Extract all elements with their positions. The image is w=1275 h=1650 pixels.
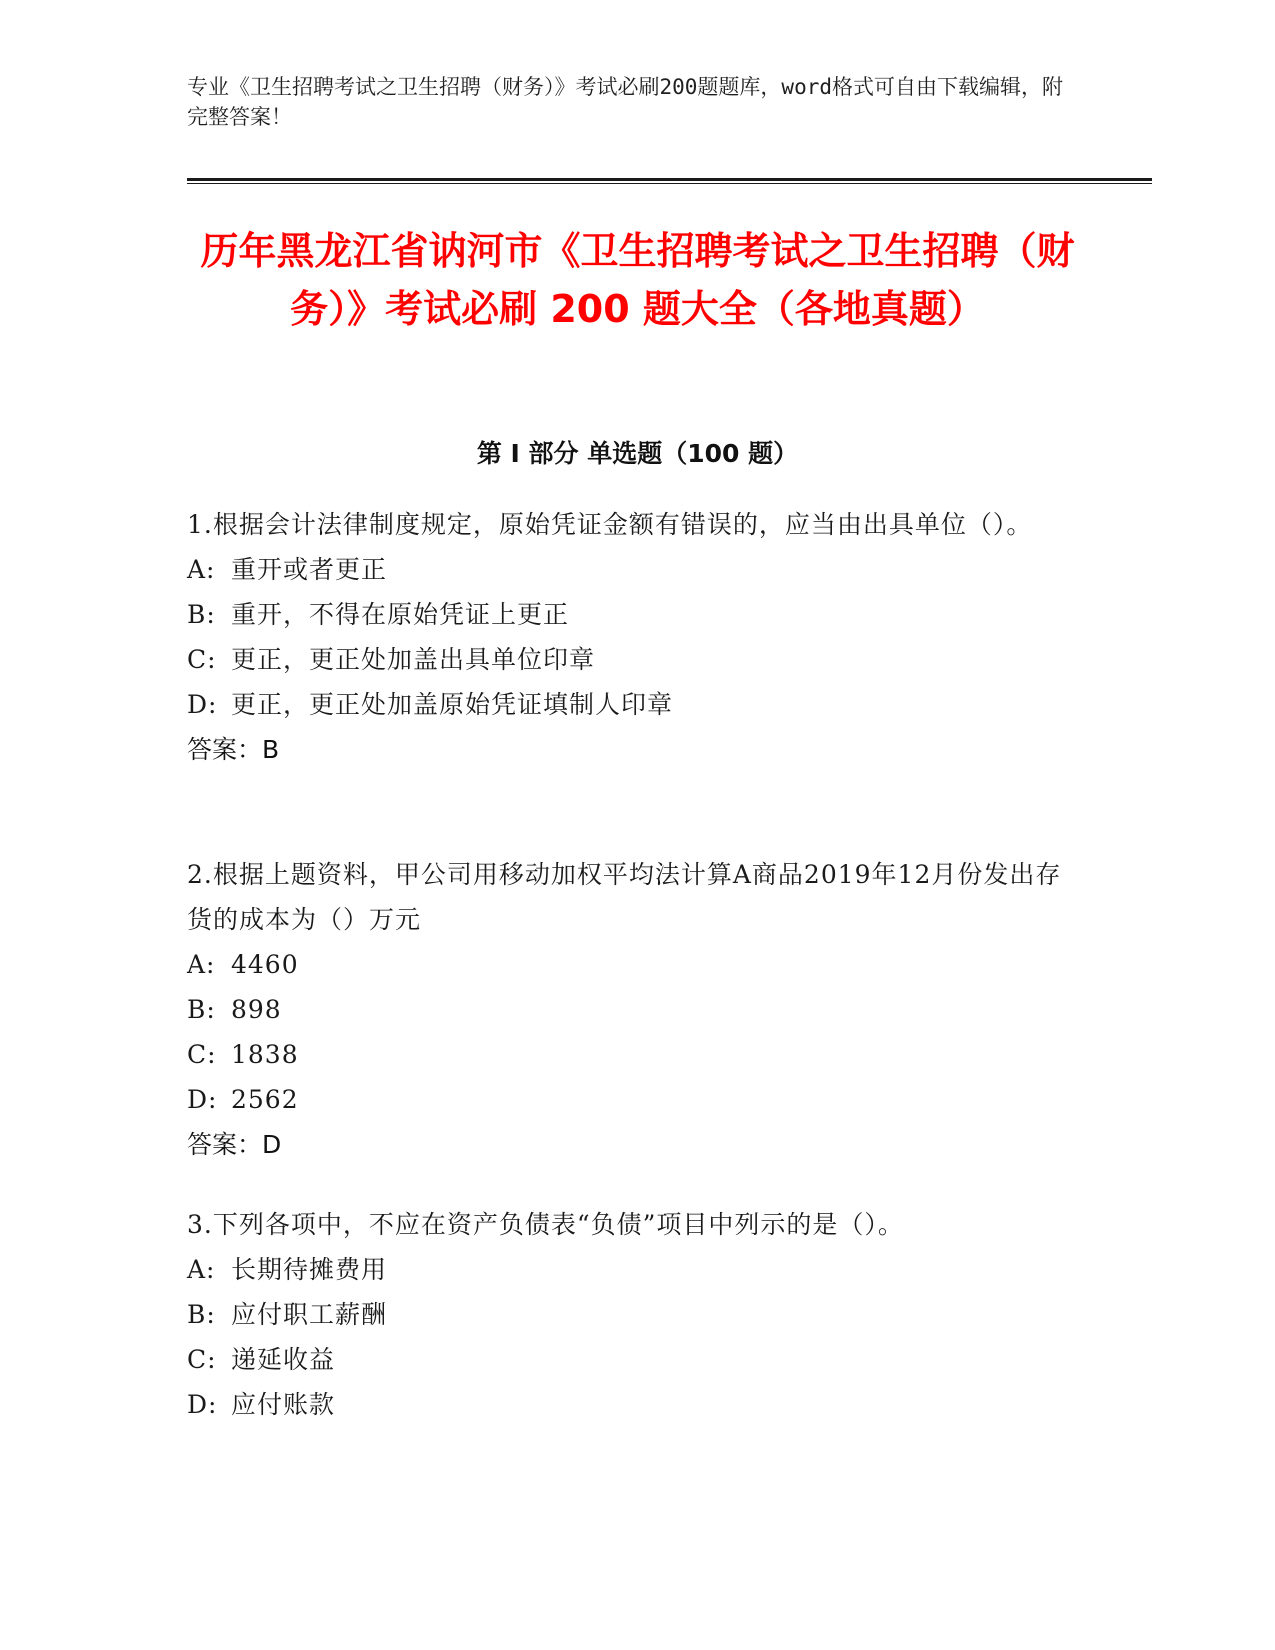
- option-a: [187, 547, 1067, 592]
- option-text: 长期待摊费用: [231, 1255, 388, 1284]
- header-note: 专业《卫生招聘考试之卫生招聘（财务）》考试必刷200题题库，word格式可自由下载编辑，附完整答案！: [187, 75, 1063, 129]
- option-key: D:: [187, 1390, 218, 1419]
- option-key: C:: [187, 645, 217, 674]
- option-key: A:: [187, 555, 216, 584]
- option-text: 2562: [231, 1085, 299, 1114]
- option-b: [187, 987, 1067, 1032]
- answer: 答案：B: [187, 735, 280, 764]
- answer: 答案：D: [187, 1130, 282, 1159]
- question-stem: 1.根据会计法律制度规定，原始凭证金额有错误的，应当由出具单位（）。: [187, 510, 1033, 539]
- section-heading: 第 I 部分 单选题（100 题）: [476, 439, 799, 468]
- option-d: [187, 1077, 1067, 1122]
- option-key: C:: [187, 1040, 217, 1069]
- question-3: [187, 1202, 1067, 1427]
- option-a: [187, 942, 1067, 987]
- option-key: D:: [187, 1085, 218, 1114]
- option-text: 递延收益: [231, 1345, 336, 1374]
- option-key: D:: [187, 690, 218, 719]
- option-key: A:: [187, 950, 216, 979]
- option-b: [187, 1292, 1067, 1337]
- option-text: 更正，更正处加盖原始凭证填制人印章: [231, 690, 674, 719]
- option-c: [187, 1032, 1067, 1077]
- option-c: [187, 637, 1067, 682]
- question-stem: 3.下列各项中，不应在资产负债表“负债”项目中列示的是（）。: [187, 1210, 904, 1239]
- option-b: [187, 592, 1067, 637]
- question-1: [187, 502, 1067, 772]
- option-key: B:: [187, 995, 216, 1024]
- option-text: 898: [231, 995, 282, 1024]
- option-text: 应付职工薪酬: [231, 1300, 388, 1329]
- question-stem: 2.根据上题资料，甲公司用移动加权平均法计算A商品2019年12月份发出存货的成本为（）万元: [187, 860, 1062, 934]
- option-text: 重开，不得在原始凭证上更正: [231, 600, 570, 629]
- option-key: C:: [187, 1345, 217, 1374]
- option-c: [187, 1337, 1067, 1382]
- option-key: B:: [187, 600, 216, 629]
- option-key: A:: [187, 1255, 216, 1284]
- document-title: 历年黑龙江省讷河市《卫生招聘考试之卫生招聘（财务）》考试必刷 200 题大全（各地真题）: [200, 229, 1075, 331]
- header-divider-thin: [187, 183, 1152, 184]
- option-d: [187, 682, 1067, 727]
- header-divider: [187, 178, 1152, 181]
- option-text: 应付账款: [231, 1390, 336, 1419]
- question-2: [187, 852, 1067, 1167]
- option-text: 更正，更正处加盖出具单位印章: [231, 645, 596, 674]
- option-text: 重开或者更正: [231, 555, 388, 584]
- option-text: 1838: [231, 1040, 299, 1069]
- option-key: B:: [187, 1300, 216, 1329]
- option-a: [187, 1247, 1067, 1292]
- option-d: [187, 1382, 1067, 1427]
- option-text: 4460: [231, 950, 299, 979]
